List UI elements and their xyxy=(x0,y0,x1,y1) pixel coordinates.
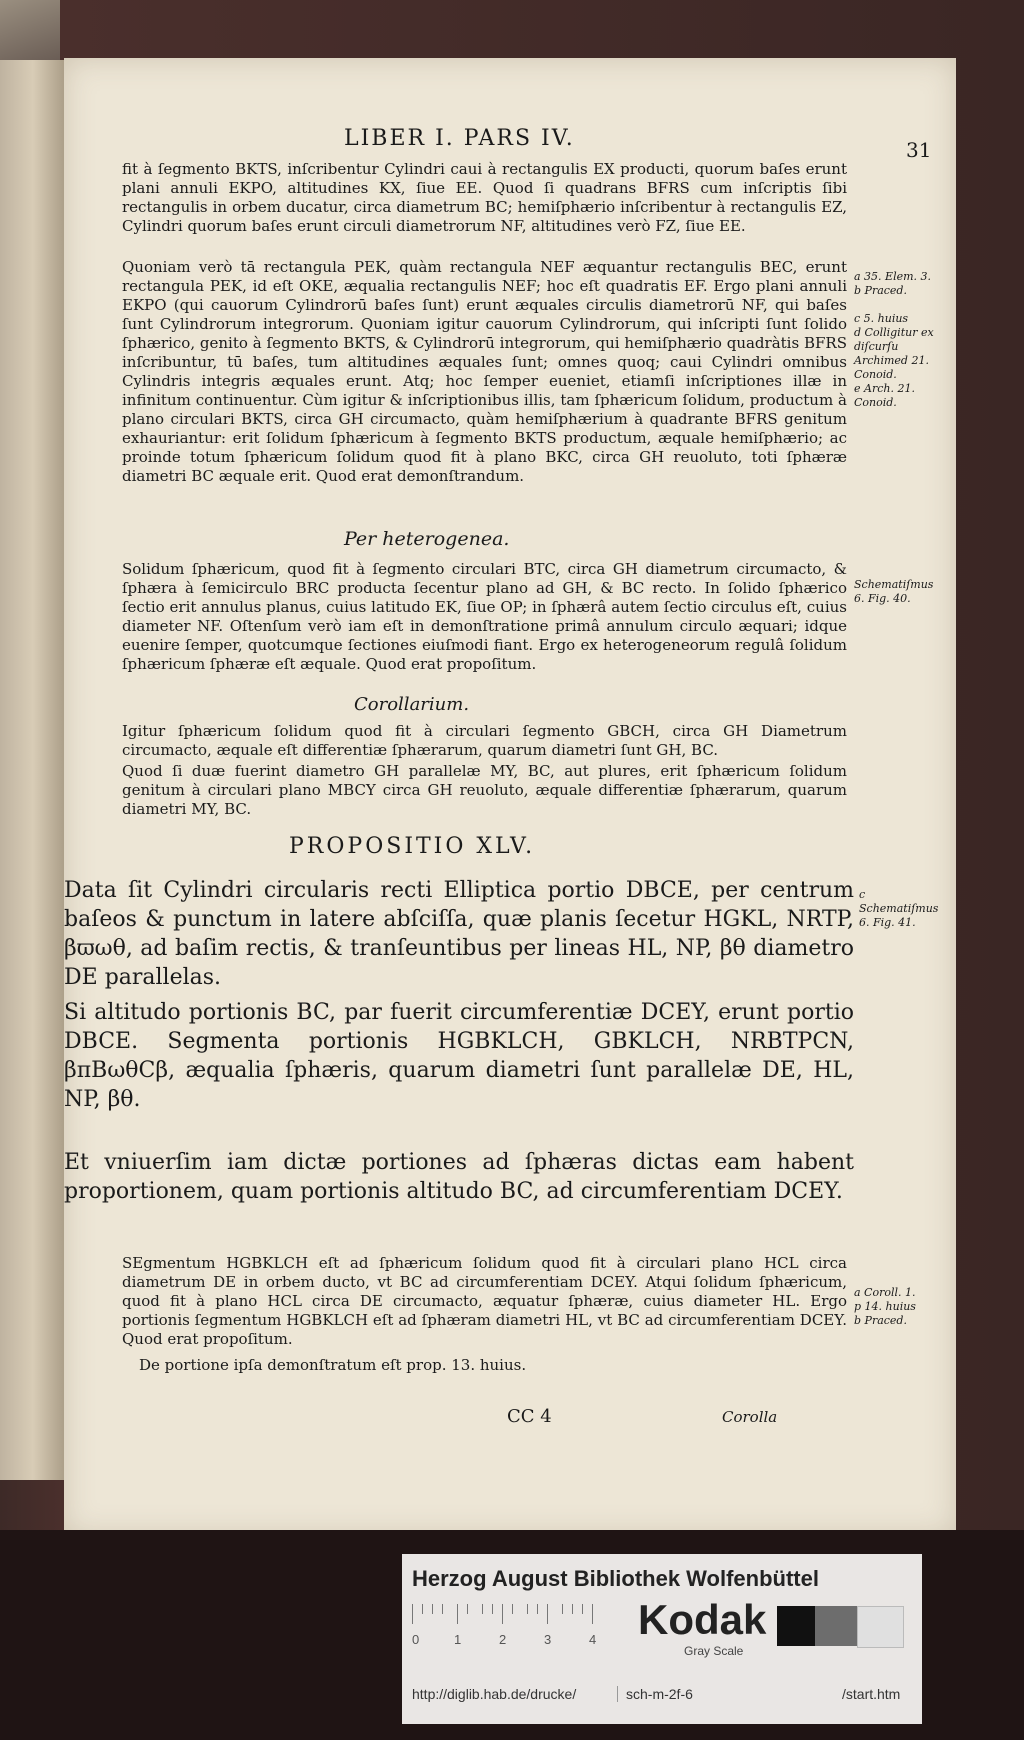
url-part-1: http://diglib.hab.de/drucke/ xyxy=(412,1686,577,1702)
margin-notes-1: a 35. Elem. 3. b Praced. c 5. huius d Colligitur ex diſcurſu Archimed 21. Conoid. e Arch. 21. Conoid. xyxy=(854,270,934,409)
margin-notes-2: Schematiſmus 6. Fig. 40. xyxy=(854,578,934,605)
subheading-per-heterogenea: Per heterogenea. xyxy=(344,528,510,550)
signature-mark: CC 4 xyxy=(507,1406,552,1427)
book-page xyxy=(64,58,956,1536)
scale-label-2: 2 xyxy=(499,1632,507,1647)
library-label xyxy=(402,1554,922,1724)
url-part-2: sch-m-2f-6 xyxy=(617,1686,693,1702)
proposition-heading: PROPOSITIO XLV. xyxy=(289,834,536,859)
catchword: Corolla xyxy=(722,1408,778,1426)
gray-swatch-black xyxy=(777,1606,815,1646)
paragraph-3: Solidum ſphæricum, quod fit à ſegmento circulari BTC, circa GH diametrum circumacto, & ſphæra à ſemicirculo BRC producta ſecentur plano ad GH, & BC recto. In ſolido ſphærico ſectio erit annulus planus, cuius latitudo EK, ſiue OP; in ſphærâ autem ſectio circulus eſt, cuius diameter NF. Oſtenſum verò iam eſt in demonſtratione primâ annulum circulo æquari; idque euenire ſemper, quotcumque ſectiones eiuſmodi fiant. Ergo ex heterogeneorum regulâ ſolidum ſphæricum ſphæræ eſt æquale. Quod erat propoſitum. xyxy=(122,560,847,673)
paragraph-7: De portione ipſa demonſtratum eſt prop. 13. huius. xyxy=(139,1356,527,1374)
paragraph-4: Igitur ſphæricum ſolidum quod fit à circulari ſegmento GBCH, circa GH Diametrum circumacto, æquale eſt differentiæ ſphærarum, quarum diametri ſunt GH, BC. xyxy=(122,722,847,759)
kodak-logo: Kodak xyxy=(638,1596,767,1643)
paragraph-6: SEgmentum HGBKLCH eſt ad ſphæricum ſolidum quod fit à circulari plano HCL circa diametrum DE in orbem ducto, vt BC ad circumferentiam DCEY. Atqui ſolidum ſphæricum, quod fit à plano HCL circa DE circumacto, æquatur ſphæræ, cuius diameter HL. Ergo portionis ſegmentum HGBKLCH eſt ad ſphæram diametri HL, vt BC ad circumferentiam DCEY. Quod erat propoſitum. xyxy=(122,1254,847,1348)
paragraph-2: Quoniam verò tā rectangula PEK, quàm rectangula NEF æquantur rectangulis BEC, erunt rectangula PEK, id eſt OKE, æqualia rectangulis NEF; hoc eſt quadratis EF. Ergo plani annuli EKPO (qui cauorum Cylindrorū baſes ſunt) erunt æquales circulis diametrorū NF, qui baſes ſunt Cylindrorum integrorum. Quoniam igitur cauorum Cylindrorum, qui inſcripti ſunt ſolido ſphærico, genito à ſegmento BKTS, & Cylindrorū integrorum, qui hemiſphærio quadràtis BFRS inſcribuntur, tū baſes, tum altitudines æquales ſunt; omnes quoq; caui Cylindri omnibus Cylindris integris æquales erunt. Atq; hoc ſemper eueniet, etiamſi inſcriptiones illæ in infinitum continuentur. Cùm igitur & inſcriptionibus illis, tam ſphæricum ſolidum, productum à plano circulari BKTS, circa GH circumacto, quàm hemiſphærium à quadrante BFRS genitum exhauriantur: erit ſolidum ſphæricum à ſegmento BKTS productum, æquale hemiſphærio; ac proinde totum ſphæricum ſolidum quod fit à plano BKC, circa GH reuoluto, toti ſphæræ diametri BC æquale erit. Quod erat demonſtrandum. xyxy=(122,258,847,485)
gray-swatch-light xyxy=(857,1606,904,1648)
margin-notes-4: a Coroll. 1. p 14. huius b Praced. xyxy=(854,1286,916,1327)
ruler-scale xyxy=(412,1604,632,1654)
gray-scale-label: Gray Scale xyxy=(684,1644,744,1658)
left-page-edge xyxy=(0,60,66,1480)
margin-notes-3: c Schematiſmus 6. Fig. 41. xyxy=(859,888,939,929)
gray-swatch-mid xyxy=(815,1606,857,1646)
proposition-statement-2: Si altitudo portionis BC, par fuerit circumferentiæ DCEY, erunt portio DBCE. Segmenta portionis HGBKLCH, GBKLCH, NRBTPCN, βπBωθCβ, æqualia ſphæris, quarum diametri ſunt parallelæ DE, HL, NP, βθ. xyxy=(64,1000,854,1112)
scale-label-3: 3 xyxy=(544,1632,552,1647)
page-number: 31 xyxy=(906,138,932,162)
url-part-3: /start.htm xyxy=(842,1686,901,1702)
scale-label-1: 1 xyxy=(454,1632,462,1647)
paragraph-1: fit à ſegmento BKTS, inſcribentur Cylindri caui à rectangulis EX producti, quorum baſes erunt plani annuli EKPO, altitudines KX, ſiue EE. Quod ſi quadrans BFRS cum inſcriptis ſibi rectangulis in orbem ducatur, circa diametrum BC; hemiſphærio inſcribentur à rectangulis EZ, Cylindri quorum baſes erunt circuli diametrorum NF, altitudines verò FZ, ſiue EE. xyxy=(122,160,847,235)
subheading-corollarium: Corollarium. xyxy=(354,694,470,715)
proposition-statement-1: Data ſit Cylindri circularis recti Elliptica portio DBCE, per centrum baſeos & punctum in latere abſciſſa, quæ planis ſecetur HGKL, NRTP, βϖωθ, ad baſim rectis, & tranſeuntibus per lineas HL, NP, βθ diametro DE parallelas. xyxy=(64,878,854,990)
library-name: Herzog August Bibliothek Wolfenbüttel xyxy=(412,1566,819,1591)
scale-label-4: 4 xyxy=(589,1632,597,1647)
scale-label-0: 0 xyxy=(412,1632,420,1647)
left-page-shadow xyxy=(0,0,60,60)
proposition-statement-3: Et vniuerſim iam dictæ portiones ad ſphæras dictas eam habent proportionem, quam portionis altitudo BC, ad circumferentiam DCEY. xyxy=(64,1150,854,1204)
running-header: LIBER I. PARS IV. xyxy=(344,126,575,151)
paragraph-5: Quod ſi duæ fuerint diametro GH parallelæ MY, BC, aut plures, erit ſphæricum ſolidum genitum à circulari plano MBCY circa GH reuoluto, æquale differentiæ ſphærarum, quarum diametri MY, BC. xyxy=(122,762,847,818)
